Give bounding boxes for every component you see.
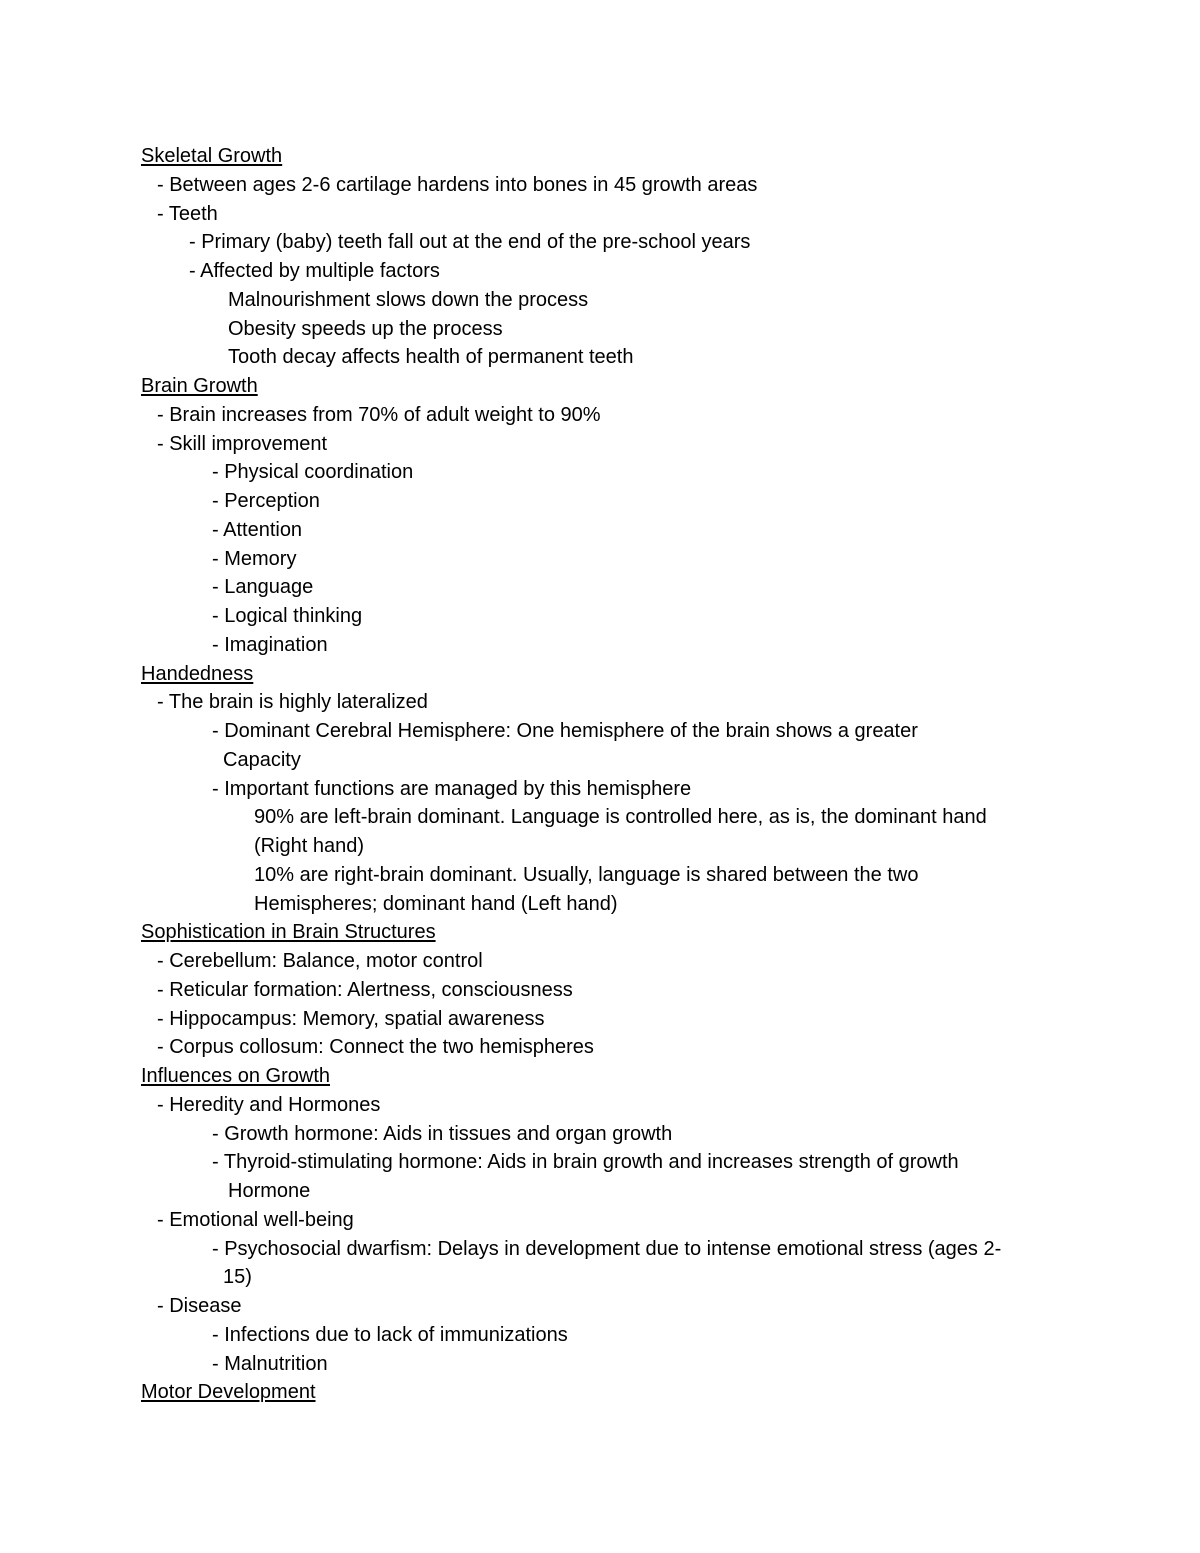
text-line: - Teeth	[157, 202, 218, 225]
section-heading: Influences on Growth	[141, 1065, 330, 1087]
text-line: - Emotional well-being	[157, 1208, 354, 1231]
text-line: - Language	[212, 576, 314, 599]
text-line: - Reticular formation: Alertness, consciousness	[157, 978, 573, 1001]
text-line: 15)	[223, 1266, 252, 1289]
text-line: - Imagination	[212, 633, 328, 656]
text-line: Capacity	[223, 748, 301, 771]
text-line: - Malnutrition	[212, 1352, 328, 1375]
text-line: - Primary (baby) teeth fall out at the end of the pre-school years	[189, 231, 751, 254]
text-line: - The brain is highly lateralized	[157, 691, 428, 714]
text-line: - Infections due to lack of immunizations	[212, 1323, 568, 1346]
section-heading: Motor Development	[141, 1381, 316, 1404]
text-line: - Logical thinking	[212, 605, 363, 627]
text-line: - Physical coordination	[212, 461, 414, 484]
text-line: Tooth decay affects health of permanent teeth	[228, 346, 634, 369]
text-line: - Psychosocial dwarfism: Delays in development due to intense emotional stress (ages 2-	[212, 1237, 1002, 1260]
text-line: - Hippocampus: Memory, spatial awareness	[157, 1007, 545, 1030]
text-line: - Perception	[212, 490, 320, 512]
text-line: - Brain increases from 70% of adult weight to 90%	[157, 403, 601, 426]
text-line: - Growth hormone: Aids in tissues and organ growth	[212, 1122, 673, 1145]
text-line: Obesity speeds up the process	[228, 317, 503, 340]
text-line: 90% are left-brain dominant. Language is controlled here, as is, the dominant hand	[254, 806, 987, 829]
text-line: - Dominant Cerebral Hemisphere: One hemisphere of the brain shows a greater	[212, 720, 918, 742]
text-line: - Thyroid-stimulating hormone: Aids in brain growth and increases strength of growth	[212, 1151, 959, 1174]
text-line: - Corpus collosum: Connect the two hemispheres	[157, 1036, 594, 1059]
text-line: - Heredity and Hormones	[157, 1093, 381, 1116]
section-heading: Brain Growth	[141, 375, 258, 397]
section-heading: Skeletal Growth	[141, 145, 283, 167]
section-heading: Sophistication in Brain Structures	[141, 921, 436, 944]
text-line: - Important functions are managed by this hemisphere	[212, 777, 692, 800]
text-line: Malnourishment slows down the process	[228, 288, 589, 311]
text-line: - Affected by multiple factors	[189, 260, 440, 282]
text-line: Hormone	[228, 1180, 311, 1202]
text-line: - Cerebellum: Balance, motor control	[157, 950, 483, 972]
text-line: Hemispheres; dominant hand (Left hand)	[254, 892, 618, 915]
text-line: (Right hand)	[254, 835, 365, 857]
text-line: 10% are right-brain dominant. Usually, language is shared between the two	[254, 863, 919, 886]
text-line: - Skill improvement	[157, 432, 328, 455]
text-line: - Memory	[212, 547, 297, 570]
text-line: - Disease	[157, 1295, 242, 1317]
text-line: - Attention	[212, 518, 303, 541]
text-line: - Between ages 2-6 cartilage hardens into bones in 45 growth areas	[157, 173, 758, 196]
section-heading: Handedness	[141, 662, 254, 685]
